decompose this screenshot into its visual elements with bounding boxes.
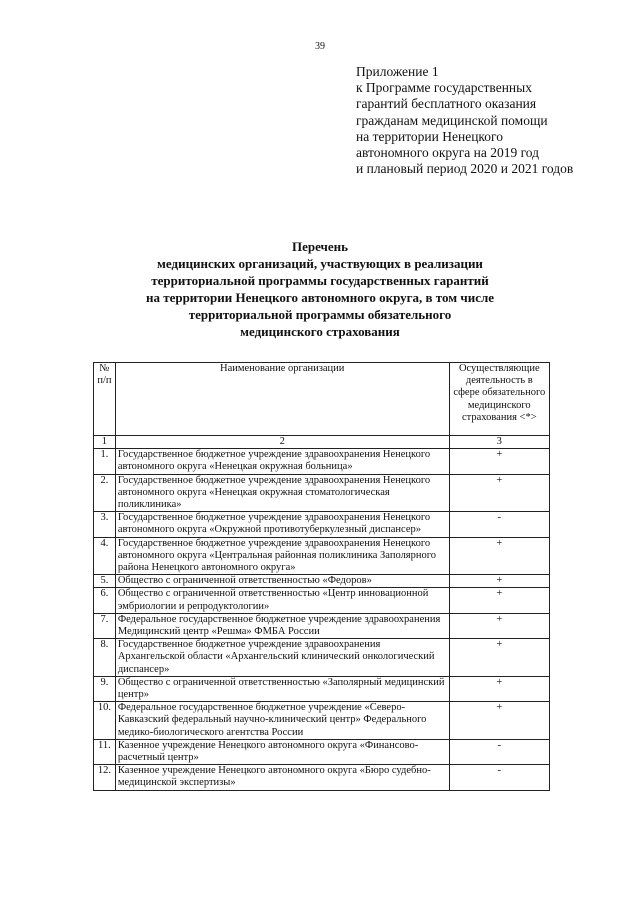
appendix-line: гражданам медицинской помощи [356, 112, 548, 128]
header-participation: Осуществляющие деятельность в сфере обязательного медицинского страхования <*> [449, 363, 549, 436]
appendix-line: к Программе государственных [356, 80, 532, 96]
appendix-line: на территории Ненецкого [356, 128, 504, 144]
title-line: медицинских организаций, участвующих в реализации [157, 256, 483, 271]
page-number: 39 [315, 41, 325, 52]
row-number: 11. [94, 739, 116, 764]
oms-participation: + [449, 588, 549, 613]
row-number: 2. [94, 474, 116, 512]
oms-participation: + [449, 702, 549, 740]
oms-participation: - [449, 512, 549, 537]
document-title [120, 238, 520, 340]
title-line: медицинского страхования [240, 324, 400, 339]
oms-participation: + [449, 449, 549, 474]
row-number: 1. [94, 449, 116, 474]
appendix-line: гарантий бесплатного оказания [356, 96, 537, 112]
oms-participation: + [449, 639, 549, 677]
table-row [94, 588, 550, 613]
row-number: 9. [94, 676, 116, 701]
title-line: на территории Ненецкого автономного округа, в том числе [145, 290, 495, 305]
table-row [94, 449, 550, 474]
appendix-line: и плановый период 2020 и 2021 годов [356, 161, 574, 177]
header-name: Наименование организации [115, 363, 449, 436]
table-header-row [94, 363, 550, 436]
organization-name: Общество с ограниченной ответственностью «Федоров» [115, 575, 449, 588]
header-num: № п/п [94, 363, 116, 436]
row-number: 4. [94, 537, 116, 575]
column-number: 3 [449, 436, 549, 449]
row-number: 10. [94, 702, 116, 740]
table-row [94, 575, 550, 588]
oms-participation: - [449, 739, 549, 764]
row-number: 6. [94, 588, 116, 613]
column-number-row [94, 436, 550, 449]
organization-name: Федеральное государственное бюджетное учреждение здравоохранения Медицинский центр «Решма» ФМБА России [115, 613, 449, 638]
oms-participation: + [449, 575, 549, 588]
appendix-note [356, 64, 636, 177]
organizations-table [93, 362, 550, 791]
table-row [94, 676, 550, 701]
table-row [94, 702, 550, 740]
table-row [94, 613, 550, 638]
title-line: территориальной программы государственных гарантий [151, 273, 489, 288]
table-row [94, 639, 550, 677]
appendix-line: Приложение 1 [356, 64, 439, 79]
table-row [94, 739, 550, 764]
organization-name: Государственное бюджетное учреждение здравоохранения Архангельской области «Архангельский клинический онкологический диспансер» [115, 639, 449, 677]
table-row [94, 537, 550, 575]
oms-participation: + [449, 474, 549, 512]
organization-name: Казенное учреждение Ненецкого автономного округа «Бюро судебно-медицинской экспертизы» [115, 765, 449, 790]
organization-name: Государственное бюджетное учреждение здравоохранения Ненецкого автономного округа «Центральная районная поликлиника Заполярного района Ненецкого автономного округа» [115, 537, 449, 575]
oms-participation: + [449, 613, 549, 638]
title-line: территориальной программы обязательного [188, 307, 452, 322]
table-row [94, 474, 550, 512]
organization-name: Государственное бюджетное учреждение здравоохранения Ненецкого автономного округа «Ненецкая окружная больница» [115, 449, 449, 474]
oms-participation: - [449, 765, 549, 790]
row-number: 5. [94, 575, 116, 588]
organization-name: Федеральное государственное бюджетное учреждение «Северо-Кавказский федеральный научно-клинический центр» Федерального медико-биологического агентства России [115, 702, 449, 740]
column-number: 2 [115, 436, 449, 449]
organization-name: Общество с ограниченной ответственностью «Заполярный медицинский центр» [115, 676, 449, 701]
oms-participation: + [449, 537, 549, 575]
column-number: 1 [94, 436, 116, 449]
organization-name: Государственное бюджетное учреждение здравоохранения Ненецкого автономного округа «Окружной противотуберкулезный диспансер» [115, 512, 449, 537]
table-body [94, 449, 550, 790]
organization-name: Государственное бюджетное учреждение здравоохранения Ненецкого автономного округа «Ненецкая окружная стоматологическая поликлиника» [115, 474, 449, 512]
organization-name: Общество с ограниченной ответственностью «Центр инновационной эмбриологии и репродуктологии» [115, 588, 449, 613]
row-number: 8. [94, 639, 116, 677]
title-line: Перечень [291, 239, 349, 254]
organization-name: Казенное учреждение Ненецкого автономного округа «Финансово-расчетный центр» [115, 739, 449, 764]
row-number: 3. [94, 512, 116, 537]
row-number: 7. [94, 613, 116, 638]
table-row [94, 512, 550, 537]
row-number: 12. [94, 765, 116, 790]
table-row [94, 765, 550, 790]
oms-participation: + [449, 676, 549, 701]
appendix-line: автономного округа на 2019 год [356, 145, 539, 161]
